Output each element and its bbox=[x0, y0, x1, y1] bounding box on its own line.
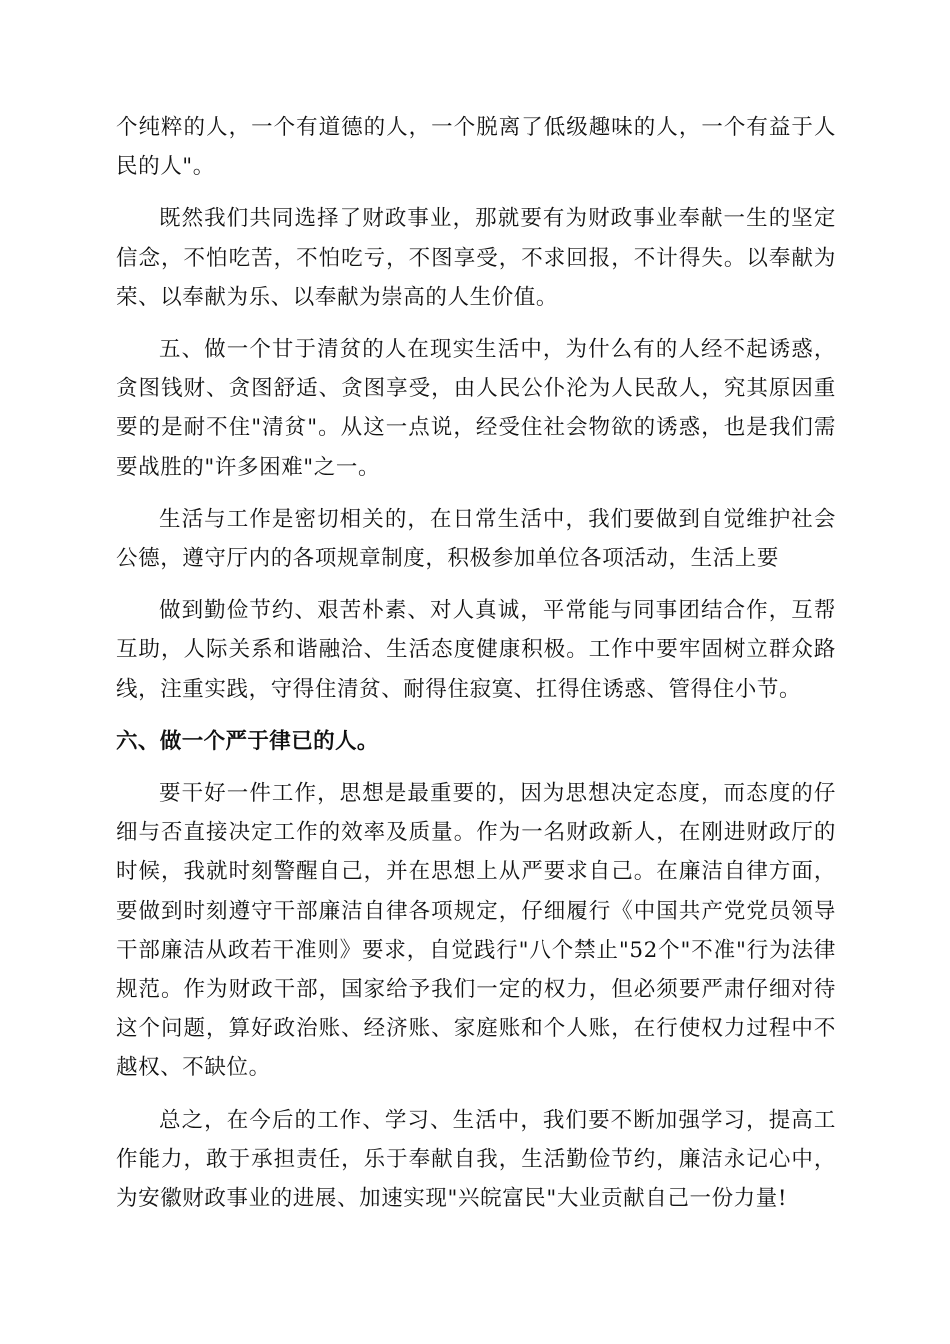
paragraph-frugality: 做到勤俭节约、艰苦朴素、对人真诚，平常能与同事团结合作，互帮互助，人际关系和谐融洽、生活态度健康积极。工作中要牢固树立群众路线，注重实践，守得住清贫、耐得住寂寞、扛得住诱惑、管得住小节。 bbox=[116, 598, 836, 702]
paragraph-section-five: 五、做一个甘于清贫的人在现实生活中，为什么有的人经不起诱惑，贪图钱财、贪图舒适、贪图享受，由人民公仆沦为人民敌人，究其原因重要的是耐不住"清贫"。从这一点说，经受住社会物欲的诱惑，也是我们需要战胜的"许多困难"之一。 bbox=[116, 337, 836, 480]
paragraph-continuation: 个纯粹的人，一个有道德的人，一个脱离了低级趣味的人，一个有益于人民的人"。 bbox=[116, 115, 836, 180]
section-six-heading: 六、做一个严于律已的人。 bbox=[116, 728, 379, 754]
paragraph-life-and-work: 生活与工作是密切相关的，在日常生活中，我们要做到自觉维护社会公德，遵守厅内的各项规章制度，积极参加单位各项活动，生活上要 bbox=[116, 506, 836, 572]
document-body bbox=[116, 108, 836, 1231]
paragraph-conclusion: 总之，在今后的工作、学习、生活中，我们要不断加强学习，提高工作能力，敢于承担责任，乐于奉献自我，生活勤俭节约，廉洁永记心中，为安徽财政事业的进展、加速实现"兴皖富民"大业贡献自己一份力量! bbox=[116, 1107, 836, 1212]
paragraph-self-discipline: 要干好一件工作，思想是最重要的，因为思想决定态度，而态度的仔细与否直接决定工作的效率及质量。作为一名财政新人，在刚进财政厅的时候，我就时刻警醒自己，并在思想上从严要求自己。在廉洁自律方面，要做到时刻遵守干部廉洁自律各项规定，仔细履行《中国共产党党员领导干部廉洁从政若干准则》要求，自觉践行"八个禁止"52个"不准"行为法律规范。作为财政干部，国家给予我们一定的权力，但必须要严肃仔细对待这个问题，算好政治账、经济账、家庭账和个人账，在行使权力过程中不越权、不缺位。 bbox=[116, 781, 836, 1081]
paragraph-dedication: 既然我们共同选择了财政事业，那就要有为财政事业奉献一生的坚定信念，不怕吃苦，不怕吃亏，不图享受，不求回报，不计得失。以奉献为荣、以奉献为乐、以奉献为崇高的人生价值。 bbox=[116, 206, 836, 310]
